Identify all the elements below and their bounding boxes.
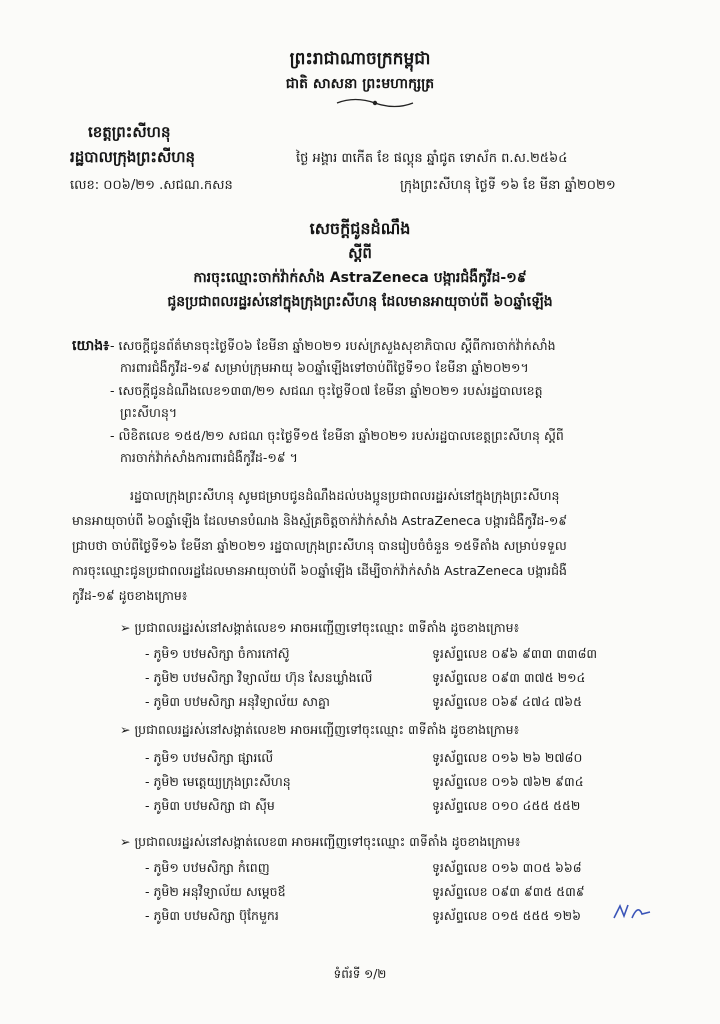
commune-1-heading: ➢ ប្រជាពលរដ្ឋរស់នៅសង្កាត់លេខ១ អាចអញ្ជើញទៅចុះឈ្មោះ ៣ទីតាំង ដូចខាងក្រោម៖ [120, 620, 520, 635]
ornament-divider [335, 96, 415, 110]
site-name: - ភូមិ២ អនុវិទ្យាល័យ សម្តេចឪ [145, 884, 286, 899]
kingdom-heading: ព្រះរាជាណាចក្រកម្ពុជា [289, 49, 431, 69]
lunar-date: ថ្ងៃ អង្គារ ៣កើត ខែ ផល្គុន ឆ្នាំជូត ទោស័ក ព.ស.២៥៦៤ [296, 151, 568, 166]
title-about: ស្តីពី [348, 244, 372, 262]
site-phone: ទូរស័ព្ទលេខ ០១០ ៤៥៥ ៥៥២ [432, 798, 581, 813]
reference-line: - សេចក្តីជូនព័ត៌មានចុះថ្ងៃទី០៦ ខែមីនា ឆ្នាំ២០២១ របស់ក្រសួងសុខាភិបាល ស្តីពីការចាក់វ៉ាក់សាំង [110, 338, 556, 353]
site-name: - ភូមិ៣ បឋមសិក្សា ប៊ុកែមួករ [145, 908, 279, 923]
site-name: - ភូមិ១ បឋមសិក្សា កំពេញ [145, 860, 270, 875]
reference-line: ព្រះសីហនុ។ [120, 405, 178, 420]
site-phone: ទូរស័ព្ទលេខ ០១៦ ៣០៥ ៦៦៨ [432, 860, 582, 875]
reference-number: លេខ: ០០៦/២១ .សជណ.កសន [70, 178, 233, 193]
document-title: សេចក្តីជូនដំណឹង [309, 219, 411, 238]
site-phone: ទូរស័ព្ទលេខ ០១៥ ៥៥៥ ១២៦ [432, 908, 581, 923]
subject-line-2: ជូនប្រជាពលរដ្ឋរស់នៅក្នុងក្រុងព្រះសីហនុ ដែលមានអាយុចាប់ពី ៦០ឆ្នាំឡើង [167, 294, 553, 310]
commune-3-heading: ➢ ប្រជាពលរដ្ឋរស់នៅសង្កាត់លេខ៣ អាចអញ្ជើញទៅចុះឈ្មោះ ៣ទីតាំង ដូចខាងក្រោម៖ [120, 834, 521, 849]
site-phone: ទូរស័ព្ទលេខ ០៩៣ ៩៣៥ ៥៣៩ [432, 884, 585, 899]
administration-name: រដ្ឋបាលក្រុងព្រះសីហនុ [70, 148, 196, 166]
commune-2-heading: ➢ ប្រជាពលរដ្ឋរស់នៅសង្កាត់លេខ២ អាចអញ្ជើញទៅចុះឈ្មោះ ៣ទីតាំង ដូចខាងក្រោម៖ [120, 722, 520, 737]
reference-line: - សេចក្តីជូនដំណឹងលេខ១៣៣/២១ សជណ ចុះថ្ងៃទី០៧ ខែមីនា ឆ្នាំ២០២១ របស់រដ្ឋបាលខេត្ត [110, 383, 543, 398]
site-name: - ភូមិ៣ បឋមសិក្សា អនុវិទ្យាល័យ សាគ្នា [145, 694, 330, 709]
national-motto: ជាតិ សាសនា ព្រះមហាក្សត្រ [285, 76, 435, 92]
site-name: - ភូមិ៣ បឋមសិក្សា ជា ស៊ីម [145, 798, 275, 813]
solar-date: ក្រុងព្រះសីហនុ ថ្ងៃទី ១៦ ខែ មីនា ឆ្នាំ២០២១ [400, 178, 616, 193]
site-phone: ទូរស័ព្ទលេខ ០៩៣ ៣៧៥ ២១៤ [432, 670, 586, 685]
body-line: មានអាយុចាប់ពី ៦០ឆ្នាំឡើង ដែលមានបំណង និងស្ម័គ្រចិត្តចាក់វ៉ាក់សាំង AstraZeneca បង្ការជំងឺកូវីដ-១៩ [72, 513, 568, 528]
site-phone: ទូរស័ព្ទលេខ ០១៦ ៧៦២ ៩៣៤ [432, 774, 584, 789]
body-line: ជ្រាបថា ចាប់ពីថ្ងៃទី១៦ ខែមីនា ឆ្នាំ២០២១ រដ្ឋបាលក្រុងព្រះសីហនុ បានរៀបចំចំនួន ១៥ទីតាំង សម្រាប់ទទួល [72, 538, 567, 553]
subject-line-1: ការចុះឈ្មោះចាក់វ៉ាក់សាំង AstraZeneca បង្ការជំងឺកូវីដ-១៩ [193, 270, 527, 286]
body-line: រដ្ឋបាលក្រុងព្រះសីហនុ សូមជម្រាបជូនដំណឹងដល់បងប្អូនប្រជាពលរដ្ឋរស់នៅក្នុងក្រុងព្រះសីហនុ [130, 488, 560, 503]
site-name: - ភូមិ២ មេត្តេយ្យក្រុងព្រះសីហនុ [145, 774, 291, 789]
reference-line: - លិខិតលេខ ១៥៥/២១ សជណ ចុះថ្ងៃទី១៥ ខែមីនា ឆ្នាំ២០២១ របស់រដ្ឋបាលខេត្តព្រះសីហនុ ស្តីពី [110, 428, 564, 443]
site-name: - ភូមិ១ បឋមសិក្សា ចំការកៅស៊ូ [145, 646, 290, 661]
body-line: កូវីដ-១៩ ដូចខាងក្រោម៖ [72, 588, 188, 603]
page-number: ទំព័រទី ១/២ [333, 967, 387, 981]
body-line: ការចុះឈ្មោះជូនប្រជាពលរដ្ឋដែលមានអាយុចាប់ពី ៦០ឆ្នាំឡើង ដើម្បីចាក់វ៉ាក់សាំង AstraZeneca បង្ការជំងឺ [72, 563, 567, 578]
reference-line: ការចាក់វ៉ាក់សាំងការពារជំងឺកូវីដ-១៩ ។ [120, 450, 298, 465]
site-phone: ទូរស័ព្ទលេខ ០៩៦ ៩៣៣ ៣៣៨៣ [432, 646, 598, 661]
references-label: យោង៖ [72, 338, 110, 354]
initials-mark [612, 902, 652, 922]
site-name: - ភូមិ២ បឋមសិក្សា វិទ្យាល័យ ហ៊ុន សែនឃ្លាំងលើ [145, 670, 373, 685]
site-phone: ទូរស័ព្ទលេខ ០១៦ ២៦ ២៧៨០ [432, 750, 583, 765]
site-phone: ទូរស័ព្ទលេខ ០៦៩ ៤៧៤ ៧៦៥ [432, 694, 582, 709]
reference-line: ការពារជំងឺកូវីដ-១៩ សម្រាប់ក្រុមអាយុ ៦០ឆ្នាំឡើងទៅចាប់ពីថ្ងៃទី១០ ខែមីនា ឆ្នាំ២០២១។ [120, 360, 529, 375]
site-name: - ភូមិ១ បឋមសិក្សា ផ្សារលើ [145, 750, 274, 765]
province-name: ខេត្តព្រះសីហនុ [88, 123, 171, 141]
